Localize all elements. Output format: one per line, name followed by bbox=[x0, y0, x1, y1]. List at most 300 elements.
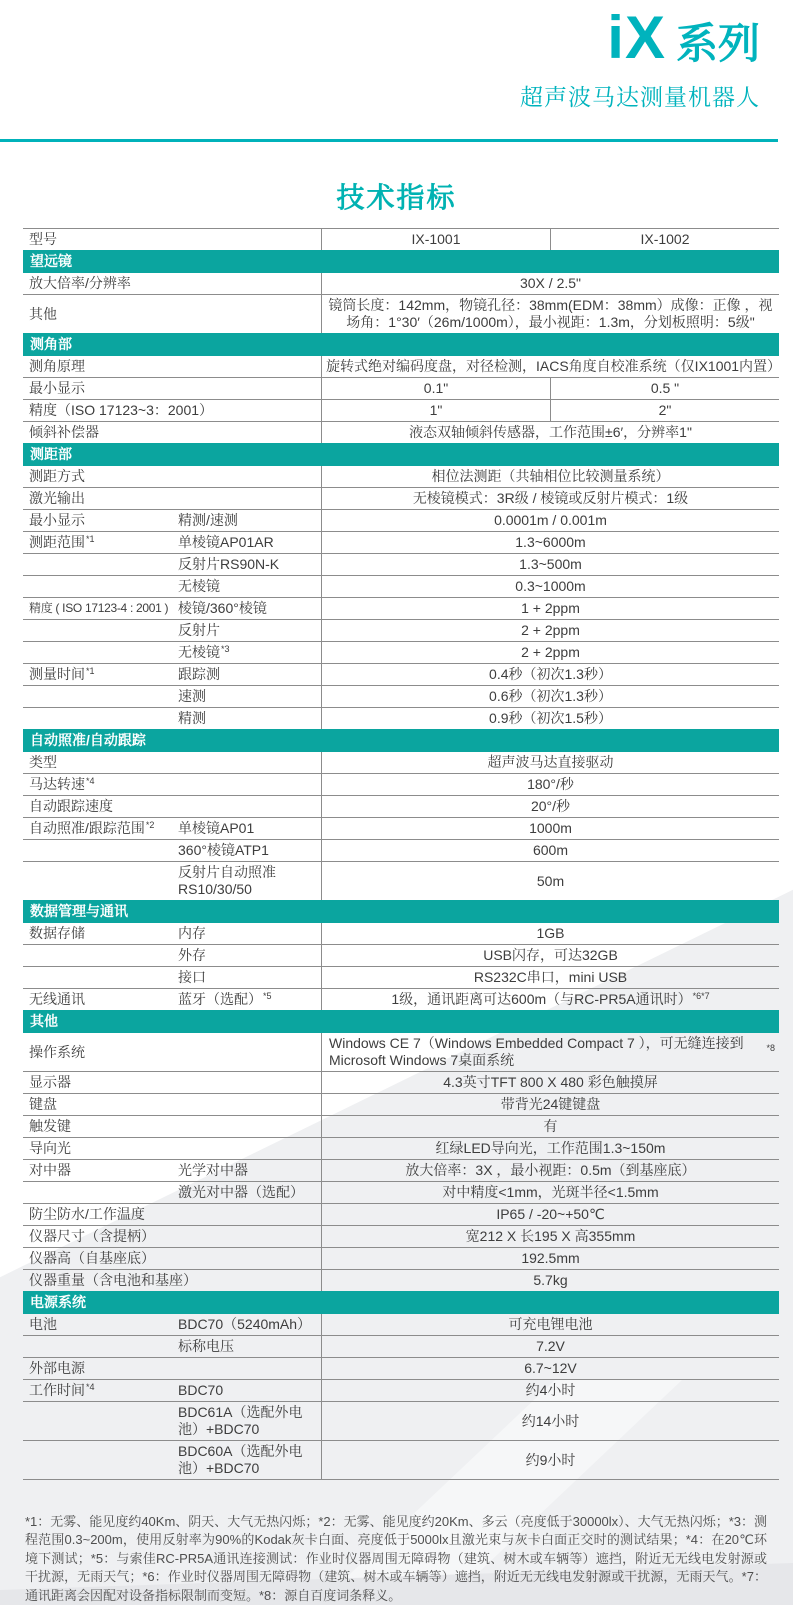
row-value bbox=[322, 818, 779, 839]
row-label-area bbox=[23, 1314, 321, 1335]
row-sub-label bbox=[178, 945, 321, 966]
row-label-area bbox=[23, 1182, 321, 1203]
section-band bbox=[23, 443, 779, 466]
row-value bbox=[322, 554, 779, 575]
row-label bbox=[23, 1336, 178, 1357]
row-sub-label bbox=[178, 967, 321, 988]
row-value bbox=[322, 1160, 779, 1181]
row-value-text: 1GB bbox=[536, 925, 565, 941]
row-label bbox=[23, 1270, 321, 1291]
row-value bbox=[322, 862, 779, 900]
row-value-text: 红绿LED导向光，工作范围1.3~150m bbox=[435, 1140, 666, 1156]
row-label-area bbox=[23, 862, 321, 900]
row-sub-label-text: BDC61A（选配外电池）+BDC70 bbox=[178, 1404, 303, 1437]
row-label-text: 马达转速 bbox=[29, 776, 85, 792]
section-band-label: 测距部 bbox=[30, 446, 72, 462]
row-value-col2-text: 2" bbox=[658, 402, 672, 418]
row-label-area bbox=[23, 598, 321, 619]
row-label bbox=[23, 967, 178, 988]
row-label bbox=[23, 752, 321, 773]
row-value-area bbox=[321, 1380, 779, 1401]
spec-row bbox=[23, 1247, 779, 1269]
row-label-area bbox=[23, 1072, 321, 1093]
spec-row bbox=[23, 923, 779, 944]
row-label bbox=[23, 598, 178, 619]
section-band bbox=[23, 900, 779, 923]
spec-row bbox=[23, 1071, 779, 1093]
row-sub-label-text: 激光对中器（选配） bbox=[178, 1184, 304, 1200]
row-sub-label-text: 接口 bbox=[178, 969, 206, 985]
row-label bbox=[23, 1248, 321, 1269]
row-label-text: 仪器重量（含电池和基座） bbox=[29, 1272, 197, 1288]
row-value bbox=[322, 1204, 779, 1225]
row-value-area bbox=[321, 532, 779, 553]
row-value-text: 20°/秒 bbox=[530, 798, 571, 814]
row-label-text: 测距范围 bbox=[29, 534, 85, 550]
series-logo-en: iX bbox=[607, 4, 666, 71]
row-sub-label-text: 内存 bbox=[178, 925, 206, 941]
row-sub-label bbox=[178, 510, 321, 531]
row-label-area bbox=[23, 1160, 321, 1181]
row-label-text: 测角原理 bbox=[29, 358, 85, 374]
row-value-text: 0.9秒（初次1.5秒） bbox=[489, 710, 612, 726]
row-value-area bbox=[321, 1182, 779, 1203]
spec-row bbox=[23, 487, 779, 509]
row-value-col1 bbox=[322, 400, 550, 421]
row-label bbox=[23, 1033, 321, 1071]
spec-row bbox=[23, 817, 779, 839]
row-value-area bbox=[321, 295, 779, 333]
row-value-area bbox=[321, 1033, 779, 1071]
header-divider-rule bbox=[0, 139, 778, 142]
row-sub-label-text: 无棱镜 bbox=[178, 578, 220, 594]
row-value-text: 7.2V bbox=[536, 1338, 565, 1354]
row-value-area bbox=[321, 378, 779, 399]
row-label bbox=[23, 1314, 178, 1335]
row-value-text: 超声波马达直接驱动 bbox=[487, 754, 614, 770]
row-label bbox=[23, 356, 321, 377]
row-label-area bbox=[23, 642, 321, 663]
row-value-area bbox=[321, 356, 782, 377]
row-label-text: 其他 bbox=[29, 305, 57, 322]
row-label bbox=[23, 1182, 178, 1203]
row-value bbox=[322, 1336, 779, 1357]
row-label bbox=[23, 1402, 178, 1440]
section-band bbox=[23, 333, 779, 356]
row-value bbox=[322, 1094, 779, 1115]
row-value bbox=[322, 1182, 779, 1203]
row-label-area bbox=[23, 378, 321, 399]
row-value-text: 2 + 2ppm bbox=[521, 644, 580, 660]
row-label bbox=[23, 229, 321, 250]
row-value-text: 0.6秒（初次1.3秒） bbox=[489, 688, 612, 704]
row-label-area bbox=[23, 923, 321, 944]
row-sub-label-text: 精测 bbox=[178, 710, 206, 726]
row-label-text: 外部电源 bbox=[29, 1360, 85, 1376]
row-label-area bbox=[23, 686, 321, 707]
row-sub-label-text: 单棱镜AP01AR bbox=[178, 534, 274, 550]
section-band bbox=[23, 1291, 779, 1314]
row-sub-label bbox=[178, 1182, 321, 1203]
row-label-text: 触发键 bbox=[29, 1118, 71, 1134]
row-value-area bbox=[321, 598, 779, 619]
row-value-text: 50m bbox=[536, 872, 565, 889]
row-label bbox=[23, 686, 178, 707]
row-value-text: 1.3~6000m bbox=[515, 534, 586, 550]
row-label-area bbox=[23, 554, 321, 575]
row-sub-label-text: 精测/速测 bbox=[178, 512, 238, 528]
row-label-text: 倾斜补偿器 bbox=[29, 424, 99, 440]
row-label bbox=[23, 422, 321, 443]
row-label bbox=[23, 796, 321, 817]
spec-row bbox=[23, 228, 779, 250]
row-value bbox=[322, 1314, 779, 1335]
row-label-area bbox=[23, 1116, 321, 1137]
row-label bbox=[23, 1094, 321, 1115]
row-value-area bbox=[321, 796, 779, 817]
row-value bbox=[322, 967, 779, 988]
row-value bbox=[322, 664, 779, 685]
row-label-area bbox=[23, 989, 321, 1010]
row-label-area bbox=[23, 1270, 321, 1291]
spec-row bbox=[23, 421, 779, 443]
row-value-area bbox=[321, 1138, 779, 1159]
row-value-text: 带背光24键键盘 bbox=[500, 1096, 601, 1112]
row-value-text: 4.3英寸TFT 800 X 480 彩色触摸屏 bbox=[443, 1074, 658, 1090]
row-label-area bbox=[23, 1138, 321, 1159]
row-value bbox=[322, 576, 779, 597]
spec-row bbox=[23, 531, 779, 553]
row-value-area bbox=[321, 642, 779, 663]
row-label-area bbox=[23, 1441, 321, 1479]
row-value-text: 0.4秒（初次1.3秒） bbox=[489, 666, 612, 682]
row-value-col1-text: 0.1" bbox=[423, 380, 449, 396]
row-label bbox=[23, 1441, 178, 1479]
spec-row bbox=[23, 861, 779, 900]
row-value bbox=[322, 466, 779, 487]
row-label bbox=[23, 1358, 321, 1379]
row-value-text: 2 + 2ppm bbox=[521, 622, 580, 638]
row-label-area bbox=[23, 818, 321, 839]
row-sub-label-text: BDC70 bbox=[178, 1382, 224, 1398]
row-value-col2-text: IX-1002 bbox=[640, 231, 690, 247]
row-sub-label bbox=[178, 923, 321, 944]
row-value-area bbox=[321, 1358, 779, 1379]
row-sub-label bbox=[178, 1160, 321, 1181]
row-label-area bbox=[23, 1033, 321, 1071]
row-value bbox=[322, 510, 779, 531]
row-value-text: 1.3~500m bbox=[519, 556, 582, 572]
row-label: 测量时间 $^{*1}$ bbox=[29, 665, 95, 682]
row-value-col2 bbox=[550, 400, 779, 421]
row-value-text: 1 + 2ppm bbox=[521, 600, 580, 616]
row-value-text: 液态双轴倾斜传感器，工作范围±6′，分辨率1" bbox=[409, 424, 692, 440]
row-sub-label-text: 标称电压 bbox=[178, 1338, 234, 1354]
row-value-col2 bbox=[550, 229, 779, 250]
row-sub-label bbox=[178, 532, 321, 553]
row-value bbox=[322, 273, 779, 294]
spec-row bbox=[23, 597, 779, 619]
row-label-text: 类型 bbox=[29, 754, 57, 770]
row-sub-label: 无棱镜 $^{*3}$ bbox=[178, 643, 230, 660]
spec-row bbox=[23, 707, 779, 729]
row-label-text: 自动照准/跟踪范围 bbox=[29, 820, 145, 836]
row-value-text: 镜筒长度：142mm，物镜孔径：38mm(EDM：38mm）成像：正像 ，视场角：1°30′（26m/1000m），最小视距：1.3m，分划板照明：5级" bbox=[328, 297, 773, 330]
row-value-area bbox=[321, 989, 779, 1010]
row-value-area bbox=[321, 1248, 779, 1269]
row-value-area bbox=[321, 1116, 779, 1137]
row-value-area bbox=[321, 1160, 779, 1181]
row-value-area bbox=[321, 1314, 779, 1335]
row-value-text: 无棱镜模式：3R级 / 棱镜或反射片模式：1级 bbox=[412, 490, 689, 506]
series-logo-title bbox=[520, 4, 760, 71]
row-value-text: 1000m bbox=[529, 820, 572, 836]
row-label bbox=[23, 510, 178, 531]
spec-row bbox=[23, 273, 779, 294]
row-label bbox=[23, 708, 178, 729]
row-value-area bbox=[321, 664, 779, 685]
row-label bbox=[23, 488, 321, 509]
row-label-text: 防尘防水/工作温度 bbox=[29, 1206, 145, 1222]
page-title: 技术指标 bbox=[336, 182, 457, 213]
row-value bbox=[322, 1138, 779, 1159]
row-label bbox=[23, 295, 321, 333]
row-label-area bbox=[23, 1226, 321, 1247]
row-value: Windows CE 7（Windows Embedded Compact 7 ），可无缝连接到 Microsoft Windows 7桌面系统 $^{*8}$ bbox=[329, 1035, 775, 1068]
row-label bbox=[23, 400, 321, 421]
row-sub-label-text: 无棱镜 bbox=[178, 644, 220, 660]
row-value bbox=[322, 1402, 779, 1440]
row-label-text: 最小显示 bbox=[29, 512, 85, 528]
row-label-text: 自动跟踪速度 bbox=[29, 798, 113, 814]
row-value bbox=[322, 1441, 779, 1479]
row-label-area bbox=[23, 466, 321, 487]
row-value-col2 bbox=[550, 378, 779, 399]
row-sub-label bbox=[178, 708, 321, 729]
spec-table bbox=[23, 228, 782, 1480]
row-value-text: 1级，通讯距离可达600m（与RC-PR5A通讯时） bbox=[391, 991, 692, 1007]
row-value bbox=[322, 295, 779, 333]
row-label-area bbox=[23, 273, 321, 294]
row-sub-label-text: 反射片自动照准 RS10/30/50 bbox=[178, 864, 276, 897]
row-value-text: USB闪存，可达32GB bbox=[483, 947, 618, 963]
series-logo bbox=[520, 4, 760, 112]
spec-row bbox=[23, 1379, 779, 1401]
spec-row bbox=[23, 1093, 779, 1115]
row-value-area bbox=[321, 708, 779, 729]
row-sub-label bbox=[178, 1402, 321, 1440]
row-label-text: 无线通讯 bbox=[29, 991, 85, 1007]
row-sub-label-text: 单棱镜AP01 bbox=[178, 820, 255, 836]
row-value bbox=[322, 923, 779, 944]
row-sub-label bbox=[178, 818, 321, 839]
row-label: 马达转速 $^{*4}$ bbox=[29, 775, 95, 792]
row-sub-label-text: 反射片 bbox=[178, 622, 220, 638]
row-value bbox=[322, 598, 779, 619]
row-value-text: 可充电锂电池 bbox=[508, 1316, 593, 1332]
row-sub-label bbox=[178, 598, 321, 619]
row-value bbox=[322, 1116, 779, 1137]
row-value-area bbox=[321, 554, 779, 575]
row-label-area bbox=[23, 796, 321, 817]
section-band-label: 自动照准/自动跟踪 bbox=[30, 732, 146, 748]
row-sub-label bbox=[178, 554, 321, 575]
spec-row bbox=[23, 1225, 779, 1247]
spec-row bbox=[23, 619, 779, 641]
row-label bbox=[23, 576, 178, 597]
spec-row bbox=[23, 685, 779, 707]
row-label-text: 仪器高（自基座底） bbox=[29, 1250, 155, 1266]
row-value bbox=[322, 752, 779, 773]
row-label bbox=[23, 989, 178, 1010]
row-sub-label: 蓝牙（选配） $^{*5}$ bbox=[178, 990, 272, 1007]
row-label-text: 对中器 bbox=[29, 1162, 71, 1178]
spec-row bbox=[23, 641, 779, 663]
row-value-area bbox=[321, 510, 779, 531]
row-value-text: 0.0001m / 0.001m bbox=[494, 512, 607, 528]
spec-row bbox=[23, 988, 779, 1010]
row-label bbox=[23, 1138, 321, 1159]
row-value-text: 30X / 2.5" bbox=[519, 275, 581, 291]
row-value bbox=[322, 1226, 779, 1247]
row-value-area bbox=[321, 774, 779, 795]
row-value-area bbox=[321, 923, 779, 944]
spec-row bbox=[23, 773, 779, 795]
row-value-col1 bbox=[322, 378, 550, 399]
row-label-area bbox=[23, 400, 321, 421]
row-label-text: 键盘 bbox=[29, 1096, 57, 1112]
row-value-area bbox=[321, 576, 779, 597]
row-sub-label bbox=[178, 840, 321, 861]
spec-row bbox=[23, 1440, 779, 1480]
row-value bbox=[322, 774, 779, 795]
row-value bbox=[322, 1248, 779, 1269]
row-label-text: 数据存储 bbox=[29, 925, 85, 941]
row-value-text: 180°/秒 bbox=[527, 776, 574, 792]
row-label-area bbox=[23, 1204, 321, 1225]
row-label bbox=[23, 1204, 321, 1225]
row-sub-label-text: 360°棱镜ATP1 bbox=[178, 842, 269, 858]
row-sub-label-text: 速测 bbox=[178, 688, 206, 704]
row-sub-label-text: BDC70（5240mAh） bbox=[178, 1316, 312, 1332]
row-value-text: 5.7kg bbox=[533, 1272, 568, 1288]
row-label-area bbox=[23, 664, 321, 685]
row-value-col1-text: IX-1001 bbox=[411, 231, 461, 247]
spec-row bbox=[23, 1335, 779, 1357]
row-label bbox=[23, 273, 321, 294]
spec-row bbox=[23, 575, 779, 597]
row-label: 工作时间 $^{*4}$ bbox=[29, 1381, 95, 1398]
row-value bbox=[322, 620, 779, 641]
spec-row bbox=[23, 1181, 779, 1203]
row-value-text: RS232C串口，mini USB bbox=[473, 969, 628, 985]
row-label-text: 仪器尺寸（含提柄） bbox=[29, 1228, 155, 1244]
row-value-text: Windows CE 7（Windows Embedded Compact 7 ），可无缝连接到 Microsoft Windows 7桌面系统 bbox=[329, 1035, 744, 1068]
row-value-text: 有 bbox=[543, 1118, 558, 1134]
series-logo-cn: 系列 bbox=[675, 20, 760, 67]
section-band-label: 数据管理与通讯 bbox=[30, 903, 128, 919]
row-label bbox=[23, 1116, 321, 1137]
row-value-area bbox=[321, 1094, 779, 1115]
row-label-text: 显示器 bbox=[29, 1074, 71, 1090]
row-value-area bbox=[321, 1336, 779, 1357]
spec-row bbox=[23, 752, 779, 773]
row-label-area bbox=[23, 576, 321, 597]
row-value-area bbox=[321, 422, 779, 443]
row-value-area bbox=[321, 1072, 779, 1093]
spec-row bbox=[23, 553, 779, 575]
row-label-area bbox=[23, 1336, 321, 1357]
row-value-area bbox=[321, 967, 779, 988]
row-value: 1级，通讯距离可达600m（与RC-PR5A通讯时） $^{*6*7}$ bbox=[391, 990, 710, 1007]
section-band-label: 其他 bbox=[30, 1013, 58, 1029]
row-label: 自动照准/跟踪范围 $^{*2}$ bbox=[29, 819, 155, 836]
spec-row bbox=[23, 399, 779, 421]
row-value-text: 对中精度<1mm，光斑半径<1.5mm bbox=[442, 1184, 659, 1200]
row-value bbox=[322, 642, 779, 663]
row-label bbox=[23, 840, 178, 861]
row-label-area bbox=[23, 356, 321, 377]
series-logo-subtitle: 超声波马达测量机器人 bbox=[520, 84, 760, 110]
row-label bbox=[23, 466, 321, 487]
row-label: 测距范围 $^{*1}$ bbox=[29, 533, 95, 550]
row-label-text: 型号 bbox=[29, 231, 57, 247]
row-value bbox=[322, 488, 779, 509]
section-band-label: 望远镜 bbox=[30, 253, 72, 269]
row-value-area bbox=[321, 1226, 779, 1247]
row-value-area bbox=[321, 400, 779, 421]
row-label bbox=[23, 1160, 178, 1181]
row-value-area bbox=[321, 1402, 779, 1440]
row-label-area bbox=[23, 1094, 321, 1115]
row-value bbox=[322, 686, 779, 707]
row-label-text: 最小显示 bbox=[29, 380, 85, 396]
row-sub-label bbox=[178, 664, 321, 685]
spec-row bbox=[23, 509, 779, 531]
row-label bbox=[23, 945, 178, 966]
spec-row bbox=[23, 663, 779, 685]
row-value-text: 相位法测距（共轴相位比较测量系统） bbox=[431, 468, 670, 484]
row-label-area bbox=[23, 532, 321, 553]
row-label-area bbox=[23, 945, 321, 966]
spec-row bbox=[23, 1401, 779, 1440]
section-band bbox=[23, 250, 779, 273]
row-label-area bbox=[23, 1358, 321, 1379]
row-value-area bbox=[321, 1204, 779, 1225]
row-value-text: 约4小时 bbox=[525, 1382, 576, 1398]
row-value bbox=[322, 422, 779, 443]
row-value bbox=[322, 1072, 779, 1093]
section-band-label: 测角部 bbox=[30, 336, 72, 352]
row-value-area bbox=[321, 862, 779, 900]
row-label bbox=[23, 1226, 321, 1247]
row-label-text: 工作时间 bbox=[29, 1382, 85, 1398]
row-value-text: 0.3~1000m bbox=[515, 578, 586, 594]
spec-row bbox=[23, 944, 779, 966]
row-label-area bbox=[23, 422, 321, 443]
row-label-area bbox=[23, 488, 321, 509]
row-value-area bbox=[321, 945, 779, 966]
row-label-area bbox=[23, 1402, 321, 1440]
spec-row bbox=[23, 839, 779, 861]
row-value-text: 宽212 X 长195 X 高355mm bbox=[465, 1228, 636, 1244]
row-label-area bbox=[23, 510, 321, 531]
row-label-text: 激光输出 bbox=[29, 490, 85, 506]
row-value-text: 600m bbox=[532, 842, 569, 858]
row-value bbox=[322, 1270, 779, 1291]
row-label-area bbox=[23, 229, 321, 250]
spec-row bbox=[23, 1269, 779, 1291]
